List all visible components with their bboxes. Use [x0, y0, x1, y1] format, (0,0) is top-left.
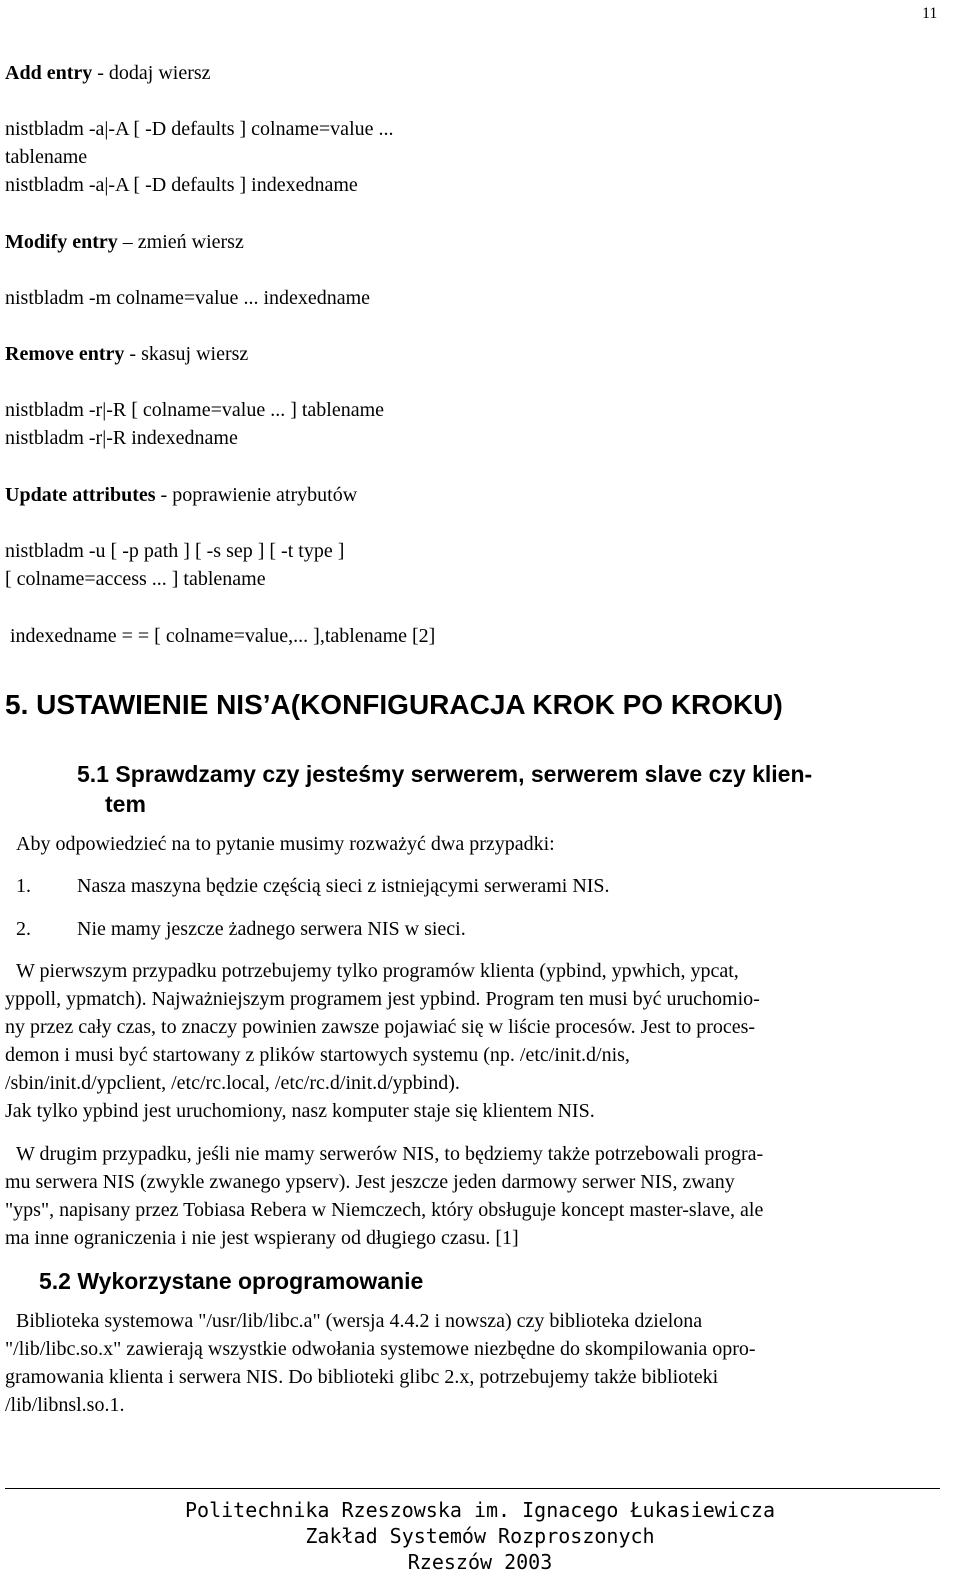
update-attributes-cmd-1: nistbladm -u [ -p path ] [ -s sep ] [ -t type ]	[5, 540, 345, 562]
section-5-1-heading-line1: 5.1 Sprawdzamy czy jesteśmy serwerem, serwerem slave czy klien-	[77, 761, 813, 787]
list-item-1-text: Nasza maszyna będzie częścią sieci z istniejącymi serwerami NIS.	[77, 875, 610, 897]
para3-line-4: /lib/libnsl.so.1.	[5, 1394, 125, 1416]
footer-line-2: Zakład Systemów Rozproszonych	[305, 1524, 655, 1548]
remove-entry-title: Remove entry	[5, 343, 125, 365]
para1-line-4: demon i musi być startowany z plików startowych systemu (np. /etc/init.d/nis,	[5, 1044, 630, 1066]
update-attributes-desc: - poprawienie atrybutów	[155, 484, 358, 506]
remove-entry-cmd-2: nistbladm -r|-R indexedname	[5, 427, 238, 449]
para1-line-3: ny przez cały czas, to znaczy powinien zawsze pojawiać się w liście procesów. Jest to proces-	[5, 1016, 756, 1038]
remove-entry-cmd-1: nistbladm -r|-R [ colname=value ... ] tablename	[5, 399, 385, 421]
update-attributes-title: Update attributes	[5, 484, 156, 506]
footer-line-3: Rzeszów 2003	[407, 1550, 553, 1574]
section-5-1-intro: Aby odpowiedzieć na to pytanie musimy rozważyć dwa przypadki:	[16, 833, 555, 855]
remove-entry-desc: - skasuj wiersz	[124, 343, 249, 365]
list-item-2-num: 2.	[16, 918, 31, 940]
para1-line-2: yppoll, ypmatch). Najważniejszym programem jest ypbind. Program ten musi być uruchomio-	[5, 988, 760, 1010]
add-entry-desc: - dodaj wiersz	[92, 62, 211, 84]
remove-entry-heading	[5, 340, 248, 368]
modify-entry-desc: – zmień wiersz	[117, 231, 244, 253]
modify-entry-cmd-1: nistbladm -m colname=value ... indexedname	[5, 287, 371, 309]
add-entry-title: Add entry	[5, 62, 93, 84]
footer-rule	[5, 1488, 940, 1489]
para2-line-2: mu serwera NIS (zwykle zwanego ypserv). Jest jeszcze jeden darmowy serwer NIS, zwany	[5, 1171, 735, 1193]
add-entry-cmd-2: tablename	[5, 146, 88, 168]
para1-line-5: /sbin/init.d/ypclient, /etc/rc.local, /etc/rc.d/init.d/ypbind).	[5, 1072, 460, 1094]
list-item-1-num: 1.	[16, 875, 31, 897]
update-attributes-cmd-2: [ colname=access ... ] tablename	[5, 568, 266, 590]
footer-line-1: Politechnika Rzeszowska im. Ignacego Łukasiewicza	[184, 1498, 775, 1522]
add-entry-cmd-1: nistbladm -a|-A [ -D defaults ] colname=value ...	[5, 118, 394, 140]
para3-line-3: gramowania klienta i serwera NIS. Do biblioteki glibc 2.x, potrzebujemy także biblioteki	[5, 1366, 719, 1388]
modify-entry-heading	[5, 228, 244, 256]
add-entry-heading	[5, 59, 211, 87]
update-attributes-heading	[5, 481, 357, 509]
para3-line-2: "/lib/libc.so.x" zawierają wszystkie odwołania systemowe niezbędne do skompilowania opro-	[5, 1338, 756, 1360]
add-entry-cmd-3: nistbladm -a|-A [ -D defaults ] indexedname	[5, 174, 358, 196]
para2-line-3: "yps", napisany przez Tobiasa Rebera w Niemczech, który obsługuje koncept master-slave, ale	[5, 1199, 764, 1221]
section-5-1-heading-line2: tem	[105, 791, 146, 817]
para3-line-1: Biblioteka systemowa "/usr/lib/libc.a" (wersja 4.4.2 i nowsza) czy biblioteka dzielona	[16, 1310, 703, 1332]
section-5-heading: 5. USTAWIENIE NIS’A(KONFIGURACJA KROK PO KROKU)	[5, 689, 783, 720]
page-number: 11	[922, 5, 938, 22]
section-5-2-heading: 5.2 Wykorzystane oprogramowanie	[39, 1268, 424, 1294]
para1-line-6: Jak tylko ypbind jest uruchomiony, nasz komputer staje się klientem NIS.	[5, 1100, 595, 1122]
para2-line-1: W drugim przypadku, jeśli nie mamy serwerów NIS, to będziemy także potrzebowali progra-	[16, 1143, 764, 1165]
para1-line-1: W pierwszym przypadku potrzebujemy tylko programów klienta (ypbind, ypwhich, ypcat,	[16, 960, 739, 982]
list-item-2-text: Nie mamy jeszcze żadnego serwera NIS w sieci.	[77, 918, 466, 940]
modify-entry-title: Modify entry	[5, 231, 118, 253]
indexedname-line: indexedname = = [ colname=value,... ],tablename [2]	[10, 625, 436, 647]
para2-line-4: ma inne ograniczenia i nie jest wspierany od długiego czasu. [1]	[5, 1227, 519, 1249]
